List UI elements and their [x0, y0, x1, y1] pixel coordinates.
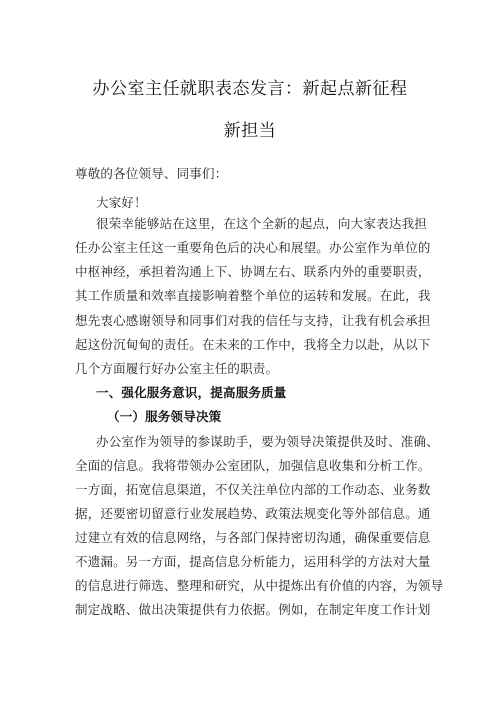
- greeting: 大家好！: [96, 195, 147, 210]
- paragraph-1-line: 中枢神经，承担着沟通上下、协调左右、联系内外的重要职责，: [75, 264, 431, 279]
- paragraph-1-line: 任办公室主任这一重要角色后的决心和展望。办公室作为单位的: [75, 240, 431, 255]
- paragraph-2-line: 一方面，拓宽信息渠道，不仅关注单位内部的工作动态、业务数: [75, 482, 431, 497]
- paragraph-1-line: 想先衷心感谢领导和同事们对我的信任与支持，让我有机会承担: [75, 313, 431, 328]
- paragraph-1-line: 其工作质量和效率直接影响着整个单位的运转和发展。在此，我: [75, 288, 431, 303]
- document-title-line-2: 新担当: [223, 121, 277, 141]
- paragraph-2-line: 过建立有效的信息网络，与各部门保持密切沟通，确保重要信息: [75, 530, 431, 545]
- section-heading: 一、强化服务意识，提高服务质量: [96, 385, 287, 400]
- salutation: 尊敬的各位领导、同事们：: [75, 166, 228, 181]
- paragraph-1-line: 很荣幸能够站在这里，在这个全新的起点，向大家表达我担: [96, 216, 427, 231]
- paragraph-2-line: 制定战略、做出决策提供有力依据。例如，在制定年度工作计划: [75, 602, 431, 617]
- document-title-line-1: 办公室主任就职表态发言：新起点新征程: [92, 79, 408, 99]
- subsection-heading: （一）服务领导决策: [107, 409, 222, 424]
- paragraph-2-line: 不遗漏。另一方面，提高信息分析能力，运用科学的方法对大量: [75, 554, 431, 569]
- paragraph-1-line: 几个方面履行好办公室主任的职责。: [75, 361, 279, 376]
- paragraph-1-line: 起这份沉甸甸的责任。在未来的工作中，我将全力以赴，从以下: [75, 337, 431, 352]
- paragraph-2-line: 全面的信息。我将带领办公室团队，加强信息收集和分析工作。: [75, 458, 431, 473]
- paragraph-2-line: 的信息进行筛选、整理和研究，从中提炼出有价值的内容，为领导: [75, 578, 444, 593]
- paragraph-2-line: 据，还要密切留意行业发展趋势、政策法规变化等外部信息。通: [75, 506, 431, 521]
- paragraph-2-line: 办公室作为领导的参谋助手，要为领导决策提供及时、准确、: [96, 434, 439, 449]
